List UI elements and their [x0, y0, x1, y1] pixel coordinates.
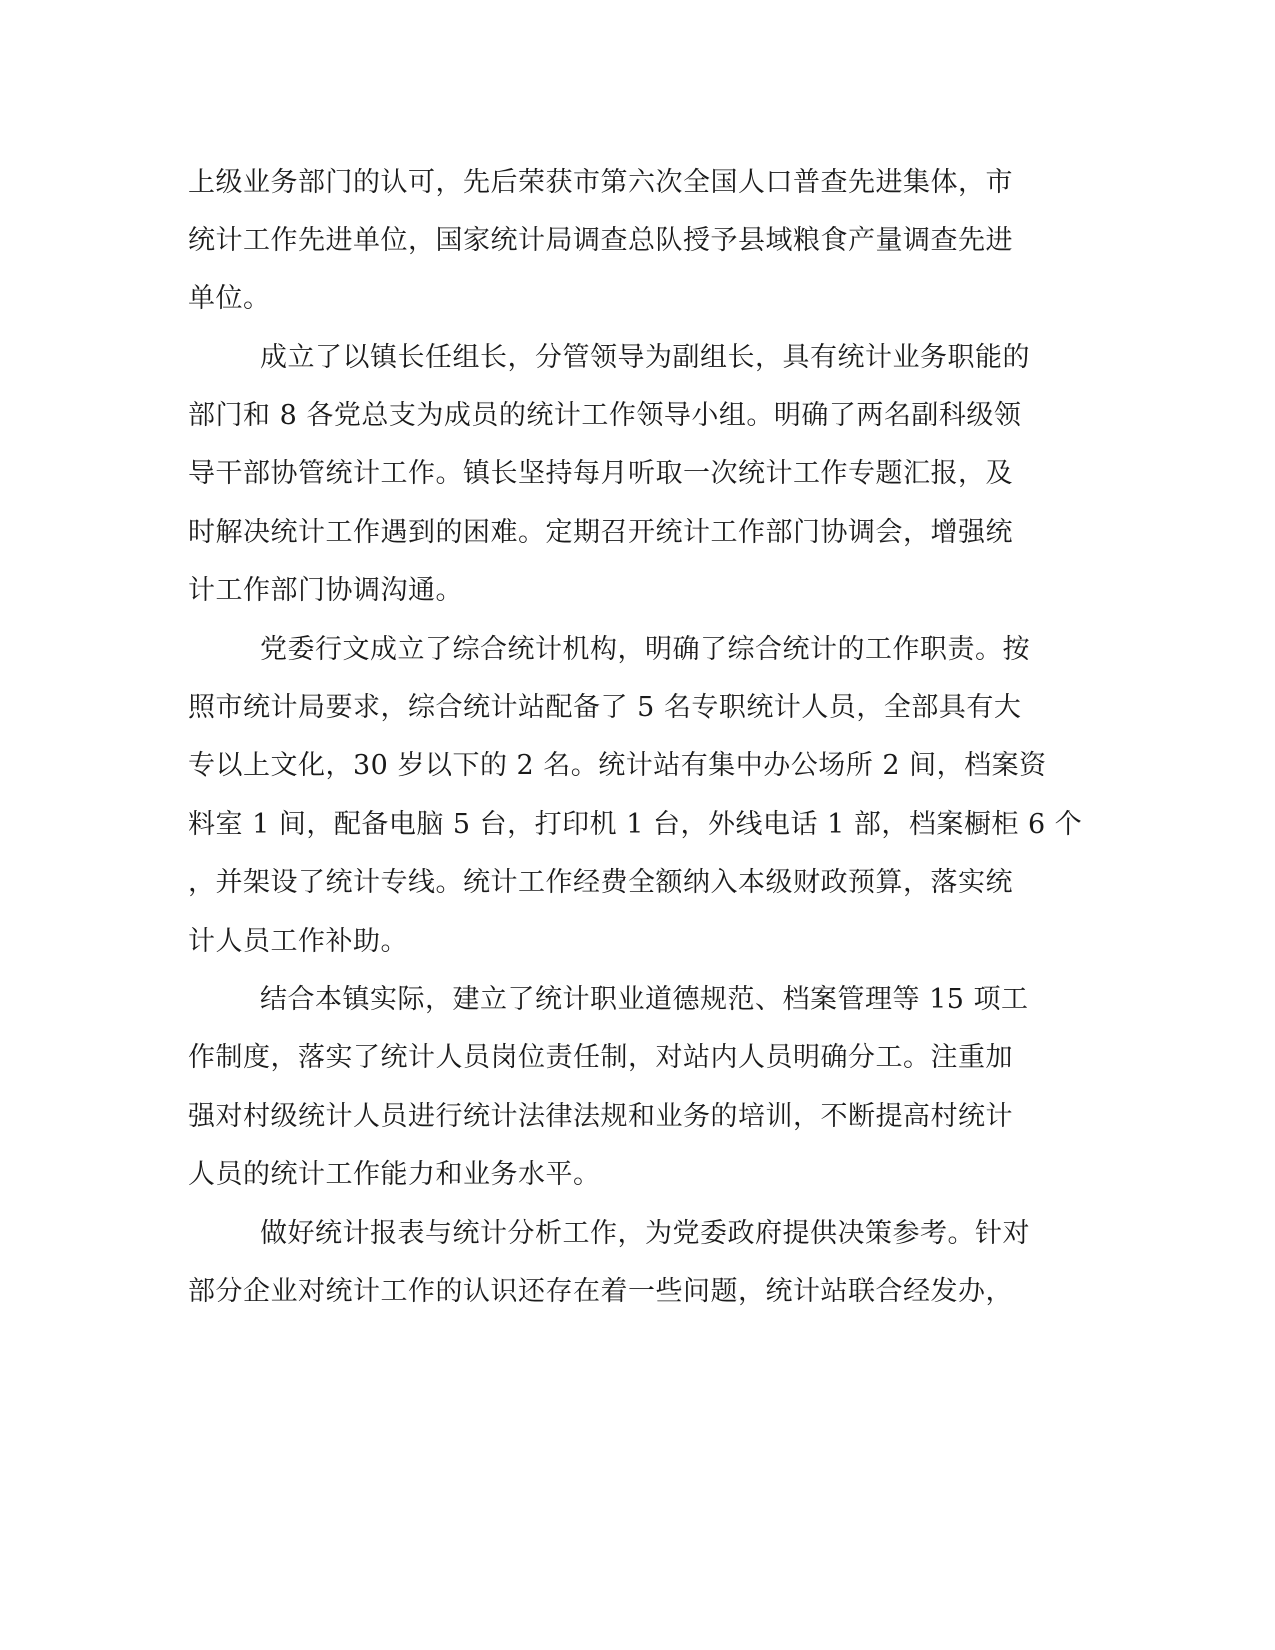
- text-line: 导干部协管统计工作。镇长坚持每月听取一次统计工作专题汇报，及: [188, 458, 1013, 489]
- text-line: 计工作部门协调沟通。: [188, 575, 463, 606]
- text-line: 部分企业对统计工作的认识还存在着一些问题，统计站联合经发办，: [188, 1276, 1013, 1307]
- text-line: 计人员工作补助。: [188, 926, 408, 957]
- paragraph-first-line: 结合本镇实际，建立了统计职业道德规范、档案管理等 15 项工: [260, 984, 1029, 1015]
- text-line: 时解决统计工作遇到的困难。定期召开统计工作部门协调会，增强统: [188, 517, 1013, 548]
- paragraph-first-line: 成立了以镇长任组长，分管领导为副组长，具有统计业务职能的: [260, 342, 1030, 373]
- text-line: 单位。: [188, 283, 271, 314]
- paragraph-first-line: 党委行文成立了综合统计机构，明确了综合统计的工作职责。按: [260, 634, 1030, 665]
- text-line: 强对村级统计人员进行统计法律法规和业务的培训，不断提高村统计: [188, 1101, 1013, 1132]
- text-line: 上级业务部门的认可，先后荣获市第六次全国人口普查先进集体，市: [188, 167, 1013, 198]
- text-line: 部门和 8 各党总支为成员的统计工作领导小组。明确了两名副科级领: [188, 400, 1022, 431]
- text-line: 照市统计局要求，综合统计站配备了 5 名专职统计人员，全部具有大: [188, 692, 1022, 723]
- text-line: 人员的统计工作能力和业务水平。: [188, 1159, 601, 1190]
- text-line: 专以上文化，30 岁以下的 2 名。统计站有集中办公场所 2 间，档案资: [188, 750, 1047, 781]
- text-line: 作制度，落实了统计人员岗位责任制，对站内人员明确分工。注重加: [188, 1042, 1013, 1073]
- text-line: 统计工作先进单位，国家统计局调查总队授予县域粮食产量调查先进: [188, 225, 1013, 256]
- text-line: ，并架设了统计专线。统计工作经费全额纳入本级财政预算，落实统: [188, 867, 1013, 898]
- paragraph-first-line: 做好统计报表与统计分析工作，为党委政府提供决策参考。针对: [260, 1218, 1030, 1249]
- text-line: 料室 1 间，配备电脑 5 台，打印机 1 台，外线电话 1 部，档案橱柜 6 个: [188, 809, 1083, 840]
